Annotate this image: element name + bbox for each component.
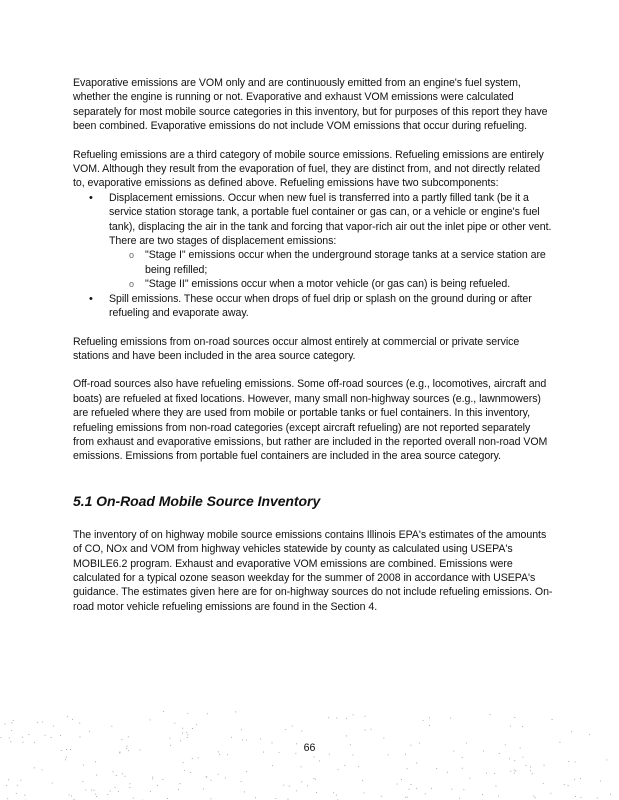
scan-speck: [211, 798, 212, 799]
scan-speck: [180, 783, 181, 784]
scan-speck: [530, 770, 531, 771]
scan-speck: [174, 723, 175, 724]
scan-speck: [463, 789, 464, 790]
scan-speck: [388, 754, 389, 755]
scan-speck: [16, 793, 17, 794]
scan-speck: [72, 719, 73, 720]
scan-speck: [496, 786, 497, 787]
scan-speck: [42, 722, 43, 723]
scan-speck: [169, 738, 170, 739]
scan-speck: [514, 717, 515, 718]
paragraph-on-road-inventory: The inventory of on highway mobile source emissions contains Illinois EPA's estimates of the amounts of CO, NOx and VOM from highway vehicles statewide by county as calculated using USEPA's MOBILE6.2 program. Exhaust and evaporative VOM emissions are combined. Emissions were calculated for a typical ozone season weekday for the summer of 2008 in accordance with USEPA's guidance. The estimates given here are for on-highway sources do not include refueling emissions. On-road motor vehicle refueling emissions are found in the Section 4.: [73, 528, 553, 613]
scan-speck: [203, 789, 204, 790]
scan-speck: [353, 714, 354, 715]
scan-speck: [51, 737, 52, 738]
scan-speck: [242, 740, 243, 741]
scan-speck: [122, 739, 123, 740]
scan-speck: [498, 796, 499, 797]
scan-speck: [69, 794, 70, 795]
scan-speck: [37, 722, 38, 723]
scan-speck: [66, 757, 67, 758]
scan-speck: [328, 717, 329, 718]
list-item-stage-1: o "Stage I" emissions occur when the underground storage tanks at a service station are being refilled;: [109, 248, 553, 277]
scan-speck: [198, 757, 199, 758]
scan-speck: [6, 785, 7, 786]
scan-speck: [83, 765, 84, 766]
scan-speck: [543, 783, 544, 784]
scan-speck: [509, 758, 510, 759]
scan-speck: [338, 769, 339, 770]
scan-speck: [219, 754, 220, 755]
scan-speck: [571, 731, 572, 732]
scan-speck: [292, 726, 293, 727]
section-heading: 5.1 On-Road Mobile Source Inventory: [73, 492, 321, 509]
scan-speck: [568, 761, 569, 762]
scan-speck: [353, 755, 354, 756]
scan-speck: [405, 797, 406, 798]
scan-speck: [316, 792, 317, 793]
scan-speck: [514, 770, 515, 771]
scan-speck: [115, 787, 116, 788]
scan-speck: [244, 792, 245, 793]
scan-speck: [315, 779, 316, 780]
scan-speck: [42, 769, 43, 770]
scan-speck: [333, 792, 334, 793]
scan-speck: [581, 797, 582, 798]
scan-speck: [301, 781, 302, 782]
scan-speck: [364, 793, 365, 794]
scan-speck: [246, 771, 247, 772]
scan-speck: [22, 737, 23, 738]
scan-speck: [344, 765, 345, 766]
scan-speck: [206, 776, 207, 777]
scan-speck: [130, 783, 131, 784]
scan-speck: [96, 775, 97, 776]
scan-speck: [211, 780, 212, 781]
scan-speck: [319, 761, 320, 762]
scan-speck: [365, 730, 366, 731]
paragraph-refueling-emissions: Refueling emissions are a third category of mobile source emissions. Refueling emissions are entirely VOM. Although they result from the evaporation of fuel, they are distinct from, and not directly related to, evaporative emissions as defined above. Refueling emissions have two subcomponents:: [73, 148, 544, 190]
scan-speck: [429, 717, 430, 718]
scan-speck: [575, 762, 576, 763]
scan-speck: [494, 773, 495, 774]
scan-speck: [365, 716, 366, 717]
scan-speck: [246, 740, 247, 741]
scan-speck: [522, 726, 523, 727]
scan-speck: [307, 785, 308, 786]
scan-speck: [401, 779, 402, 780]
scan-speck: [34, 767, 35, 768]
scan-speck: [289, 786, 290, 787]
scan-speck: [196, 724, 197, 725]
scan-speck: [152, 778, 153, 779]
scan-speck: [336, 718, 337, 719]
scan-speck: [91, 790, 92, 791]
scan-speck: [515, 771, 516, 772]
scan-speck: [564, 784, 565, 785]
scan-speck: [13, 720, 14, 721]
scan-speck: [95, 761, 96, 762]
scan-speck: [314, 757, 315, 758]
scan-speck: [510, 726, 511, 727]
scan-speck: [225, 778, 226, 779]
scan-speck: [11, 722, 12, 723]
scan-speck: [336, 795, 337, 796]
scan-speck: [469, 778, 470, 779]
scan-speck: [65, 759, 66, 760]
scan-speck: [7, 798, 8, 799]
scan-speck: [152, 777, 153, 778]
scan-speck: [241, 729, 242, 730]
scan-speck: [371, 729, 372, 730]
scan-speck: [260, 738, 261, 739]
scan-speck: [133, 798, 134, 799]
scan-speck: [416, 763, 417, 764]
scan-speck: [183, 762, 184, 763]
scan-speck: [182, 733, 183, 734]
scan-speck: [187, 713, 188, 714]
paragraph-on-road-refueling: Refueling emissions from on-road sources occur almost entirely at commercial or private service stations and have been included in the area source category.: [73, 335, 520, 362]
scan-speck: [5, 724, 6, 725]
scan-speck: [122, 773, 123, 774]
scan-speck: [190, 772, 191, 773]
scan-speck: [544, 765, 545, 766]
scan-speck: [550, 793, 551, 794]
scan-speck: [192, 728, 193, 729]
scan-speck: [575, 796, 576, 797]
scan-speck: [71, 796, 72, 797]
scan-speck: [450, 718, 451, 719]
list-item-displacement: [73, 191, 553, 292]
scan-speck: [96, 796, 97, 797]
scan-speck: [85, 790, 86, 791]
scan-speck: [227, 754, 228, 755]
scan-speck: [362, 780, 363, 781]
refueling-subcomponents-list: [73, 191, 553, 321]
scan-speck: [184, 770, 185, 771]
scan-speck: [606, 760, 607, 761]
scan-speck: [283, 785, 284, 786]
scan-speck: [111, 726, 112, 727]
scan-speck: [425, 793, 426, 794]
scan-speck: [82, 781, 83, 782]
scan-speck: [552, 719, 553, 720]
scan-speck: [523, 757, 524, 758]
scan-speck: [17, 785, 18, 786]
scan-speck: [482, 794, 483, 795]
scan-speck: [462, 757, 463, 758]
scan-speck: [182, 728, 183, 729]
scan-speck: [314, 778, 315, 779]
scan-speck: [301, 766, 302, 767]
scan-speck: [589, 734, 590, 735]
scan-speck: [1, 737, 2, 738]
scan-speck: [255, 797, 256, 798]
scan-speck: [530, 767, 531, 768]
scan-speck: [296, 790, 297, 791]
scan-speck: [285, 729, 286, 730]
scan-speck: [533, 796, 534, 797]
scan-speck: [486, 773, 487, 774]
scan-speck: [462, 768, 463, 769]
scan-speck: [94, 790, 95, 791]
scan-speck: [28, 734, 29, 735]
scan-speck: [24, 795, 25, 796]
scan-speck: [9, 738, 10, 739]
scan-speck: [206, 777, 207, 778]
paragraph-evaporative-emissions: Evaporative emissions are VOM only and are continuously emitted from an engine's fuel system, whether the engine is running or not. Evaporative and exhaust VOM emissions were calculated separately for most mobile source categories in this inventory, but for purposes of this report they have been combined. Evaporative emissions do not include VOM emissions that occur during refueling.: [73, 77, 548, 133]
scan-speck: [610, 794, 611, 795]
scan-speck: [423, 720, 424, 721]
scan-speck: [128, 736, 129, 737]
scan-speck: [125, 776, 126, 777]
scan-speck: [288, 799, 289, 800]
scan-speck: [411, 784, 412, 785]
list-item-stage-2: o "Stage II" emissions occur when a motor vehicle (or gas can) is being refueled.: [109, 277, 553, 291]
scan-speck: [129, 787, 130, 788]
scan-speck: [532, 773, 533, 774]
scan-speck: [346, 718, 347, 719]
scan-speck: [409, 789, 410, 790]
scan-speck: [52, 783, 53, 784]
scan-speck: [187, 734, 188, 735]
scan-speck: [580, 778, 581, 779]
page-body: [73, 76, 553, 628]
scan-speck: [150, 791, 151, 792]
scan-speck: [301, 731, 302, 732]
scan-speck: [397, 784, 398, 785]
scan-speck: [407, 768, 408, 769]
scan-speck: [451, 789, 452, 790]
scan-speck: [241, 781, 242, 782]
scan-speck: [113, 771, 114, 772]
scan-speck: [167, 798, 168, 799]
scan-speck: [45, 735, 46, 736]
scan-speck: [187, 737, 188, 738]
scan-speck: [568, 785, 569, 786]
scan-speck: [275, 798, 276, 799]
scan-speck: [597, 798, 598, 799]
scan-speck: [526, 765, 527, 766]
stages-list: [109, 248, 553, 291]
scan-speck: [436, 768, 437, 769]
scan-speck: [178, 789, 179, 790]
scan-speck: [429, 725, 430, 726]
scan-speck: [535, 797, 536, 798]
scan-speck: [67, 716, 68, 717]
scan-speck: [60, 735, 61, 736]
scan-speck: [150, 720, 151, 721]
scan-speck: [11, 730, 12, 731]
scan-speck: [89, 731, 90, 732]
scan-speck: [118, 791, 119, 792]
scan-speck: [95, 794, 96, 795]
scan-speck: [80, 737, 81, 738]
scan-speck: [383, 738, 384, 739]
scan-speck: [53, 726, 54, 727]
scan-speck: [514, 773, 515, 774]
scan-speck: [431, 788, 432, 789]
paragraph-off-road-refueling: Off-road sources also have refueling emissions. Some off-road sources (e.g., locomotives, aircraft and boats) are refueled at fixed locations. However, many small non-highway sources (e.g., lawnmowers) are refueled where they are used from mobile or portable tanks or fuel containers. In this inventory, refueling emissions from non-road categories (except aircraft refueling) are not reported separately from exhaust and evaporative emissions, but rather are included in the reported overall non-road VOM emissions. Emissions from portable fuel containers are included in the area source category.: [73, 378, 548, 463]
scan-speck: [207, 713, 208, 714]
scan-speck: [459, 798, 460, 799]
scan-speck: [358, 766, 359, 767]
scan-speck: [490, 714, 491, 715]
scan-speck: [110, 791, 111, 792]
scan-speck: [192, 758, 193, 759]
scan-speck: [157, 785, 158, 786]
page-number: 66: [303, 742, 316, 754]
scan-speck: [416, 788, 417, 789]
scan-speck: [600, 781, 601, 782]
scan-speck: [346, 736, 347, 737]
displacement-text: Displacement emissions. Occur when new fuel is transferred into a partly filled tank (be it a service station storage tank, a portable fuel container or gas can, or a vehicle or engine's fuel tank), displacing the air in the tank and forcing that vapor-rich air out the inlet pipe or other vent. There are two stages of displacement emissions:: [109, 191, 552, 248]
scan-speck: [272, 765, 273, 766]
scan-speck: [163, 711, 164, 712]
scan-speck: [218, 774, 219, 775]
scan-speck: [79, 723, 80, 724]
scan-speck: [20, 780, 21, 781]
scan-speck: [8, 779, 9, 780]
scan-speck: [510, 771, 511, 772]
scan-speck: [514, 760, 515, 761]
scan-speck: [407, 797, 408, 798]
scan-speck: [235, 712, 236, 713]
scan-speck: [447, 772, 448, 773]
scan-speck: [231, 737, 232, 738]
scan-speck: [116, 775, 117, 776]
scan-speck: [162, 779, 163, 780]
scan-speck: [574, 779, 575, 780]
scan-speck: [186, 732, 187, 733]
scan-speck: [381, 796, 382, 797]
scan-speck: [107, 794, 108, 795]
list-item-spill: • Spill emissions. These occur when drops of fuel drip or splash on the ground during or after refueling and evaporate away.: [73, 292, 553, 321]
